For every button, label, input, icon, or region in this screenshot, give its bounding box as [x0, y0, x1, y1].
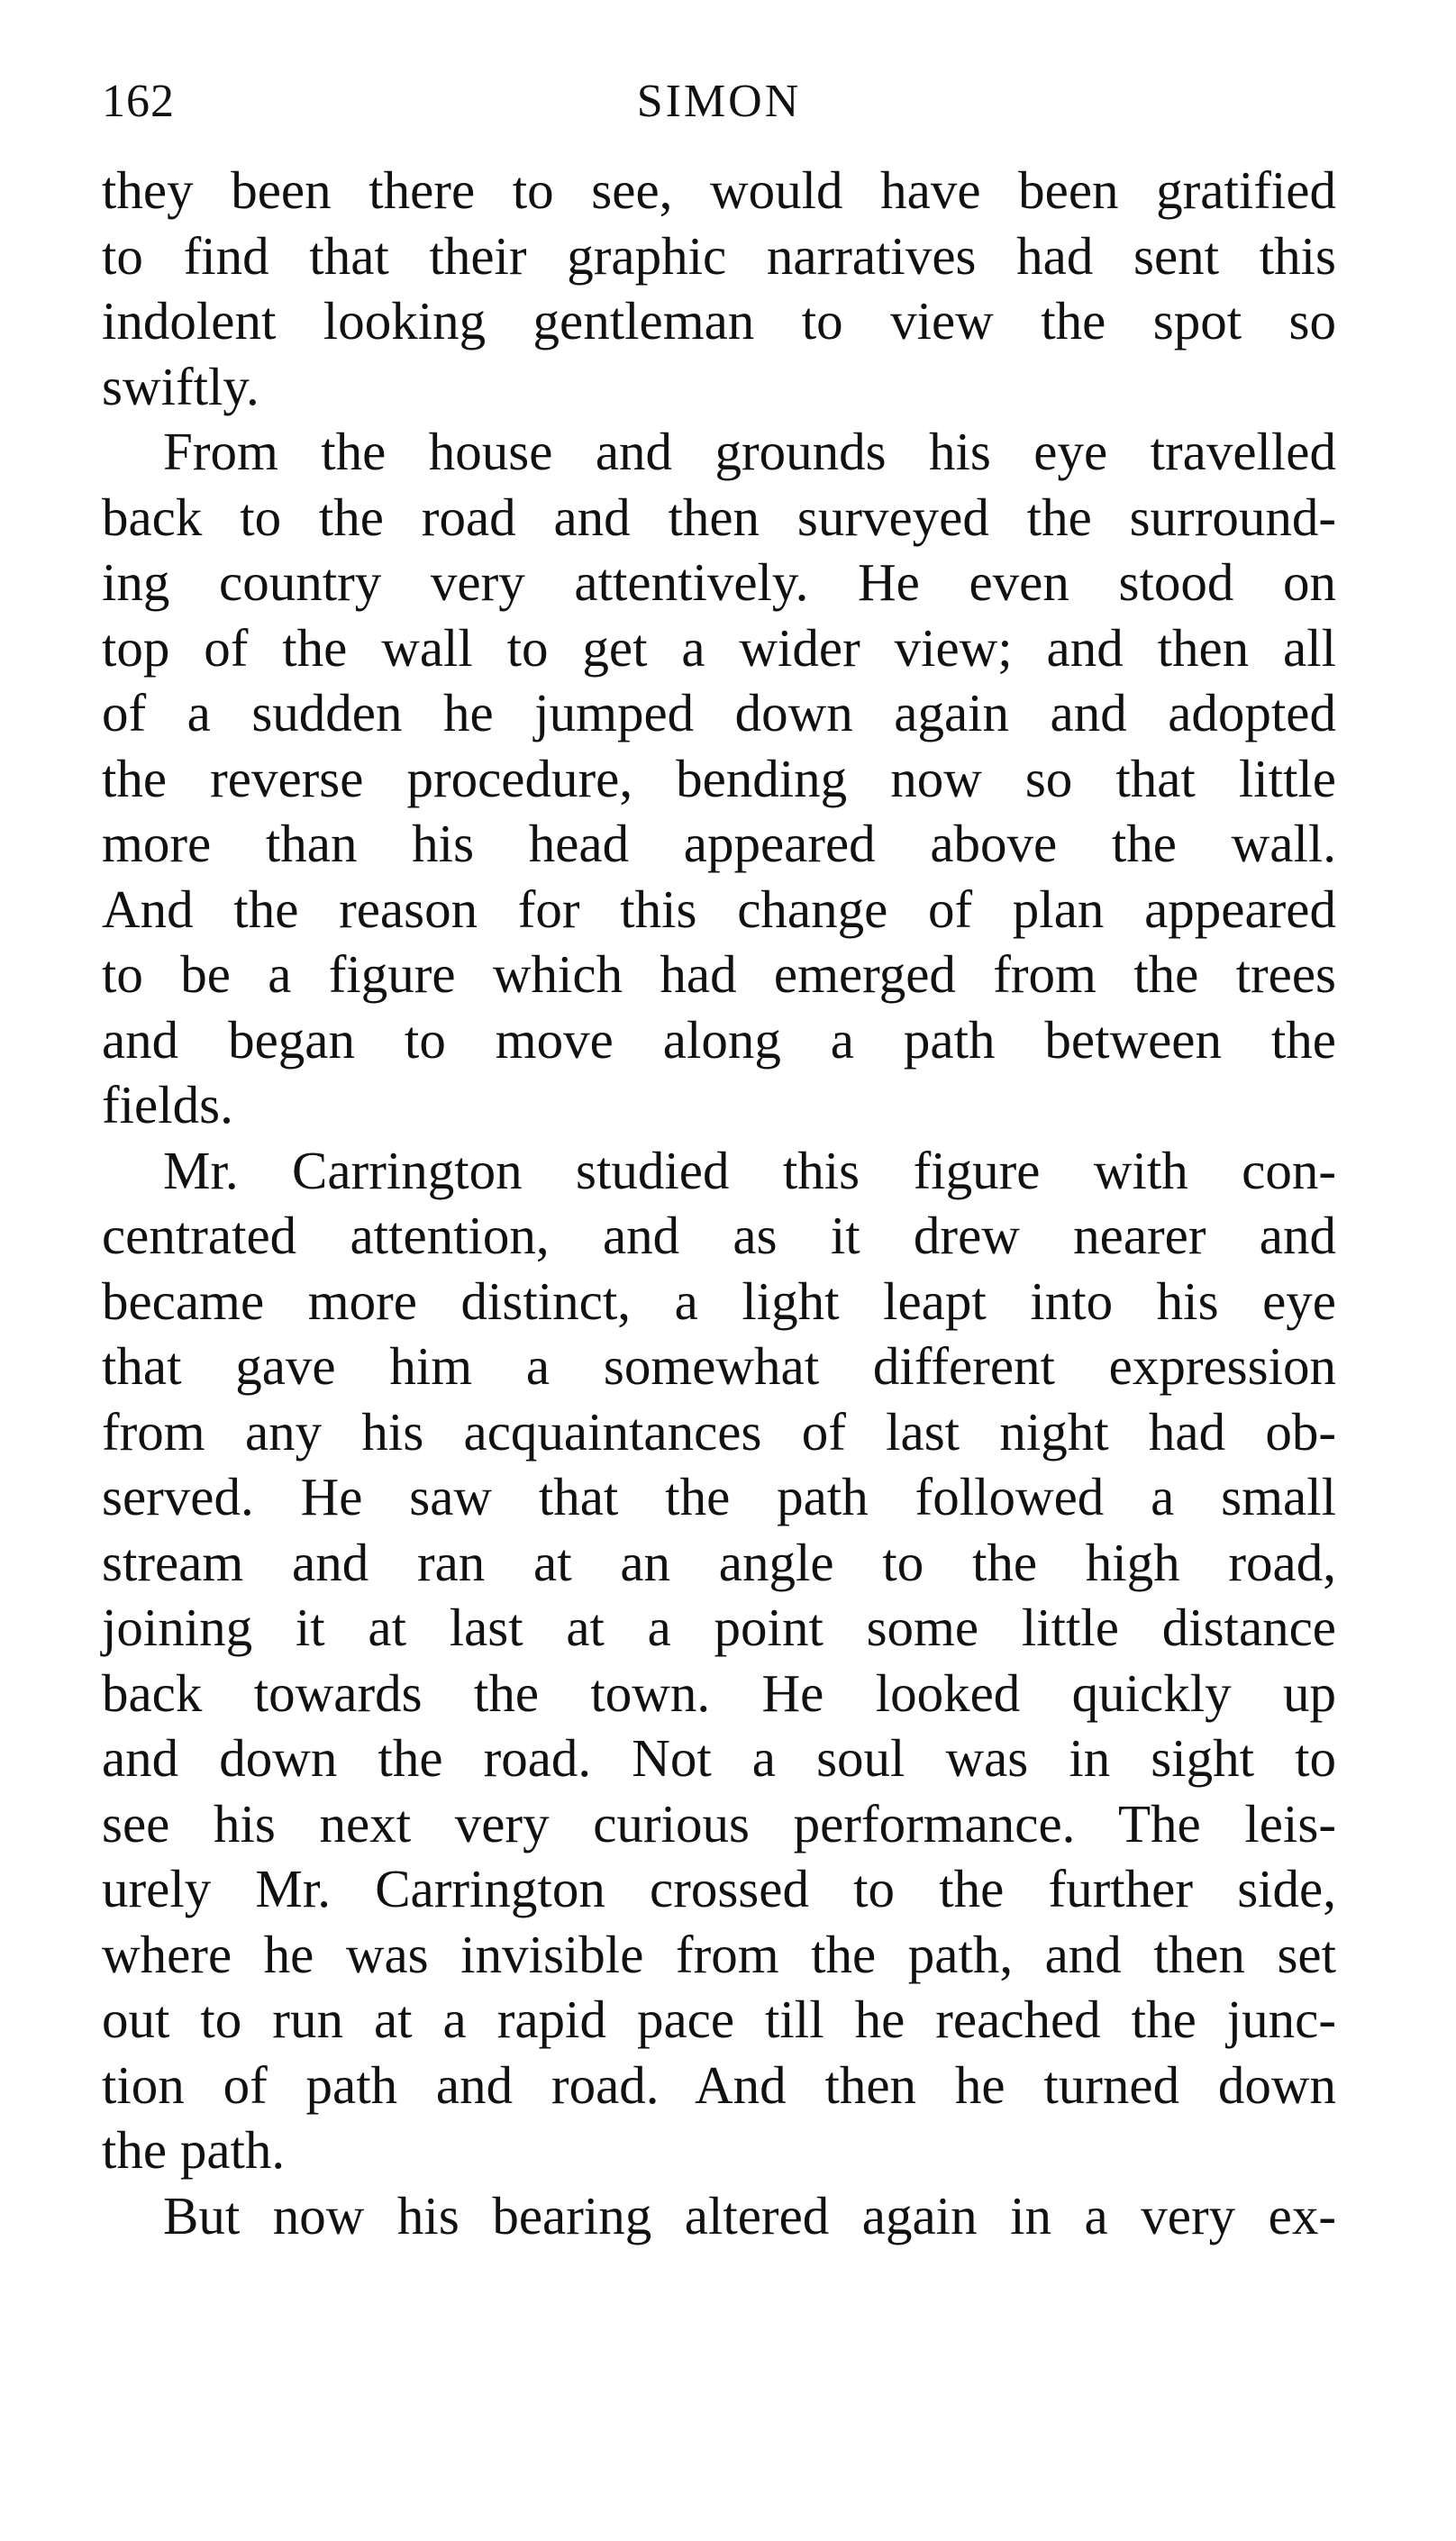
- text-line: became more distinct, a light leapt into his eye: [102, 1270, 1336, 1331]
- paragraph-first-line: But now his bearing altered again in a very ex-: [163, 2185, 1336, 2245]
- text-line: they been there to see, would have been gratified: [102, 160, 1336, 220]
- text-line: back towards the town. He looked quickly up: [102, 1662, 1336, 1723]
- text-line: from any his acquaintances of last night had ob-: [102, 1401, 1336, 1462]
- text-line: joining it at last at a point some little distance: [102, 1598, 1336, 1657]
- text-line: out to run at a rapid pace till he reached the junc-: [102, 1990, 1336, 2049]
- text-line: the path.: [102, 2120, 286, 2180]
- text-line: that gave him a somewhat different expression: [102, 1336, 1336, 1396]
- paragraph-first-line: From the house and grounds his eye travelled: [163, 422, 1336, 481]
- text-line: more than his head appeared above the wall.: [102, 814, 1336, 873]
- text-line: the reverse procedure, bending now so that little: [102, 748, 1336, 808]
- text-line: tion of path and road. And then he turned down: [102, 2054, 1336, 2115]
- text-line: indolent looking gentleman to view the spot so: [102, 291, 1336, 351]
- text-line: where he was invisible from the path, and then set: [102, 1924, 1336, 1984]
- text-line: of a sudden he jumped down again and adopted: [102, 683, 1336, 742]
- text-line: to be a figure which had emerged from the trees: [102, 944, 1336, 1004]
- text-line: swiftly.: [102, 356, 259, 416]
- running-head: [102, 70, 1336, 133]
- paragraph-first-line: Mr. Carrington studied this figure with con-: [163, 1140, 1336, 1200]
- text-line: ing country very attentively. He even stood on: [102, 552, 1336, 612]
- body-text: [102, 158, 1336, 2248]
- text-line: back to the road and then surveyed the surround-: [102, 487, 1336, 547]
- page-number: 162: [102, 76, 175, 127]
- text-line: to find that their graphic narratives had sent this: [102, 225, 1336, 286]
- text-line: and began to move along a path between the: [102, 1009, 1336, 1070]
- text-line: see his next very curious performance. The leis-: [102, 1793, 1336, 1853]
- text-line: centrated attention, and as it drew nearer and: [102, 1206, 1336, 1265]
- text-line: urely Mr. Carrington crossed to the further side,: [102, 1859, 1336, 1918]
- text-line: served. He saw that the path followed a small: [102, 1467, 1336, 1526]
- text-line: stream and ran at an angle to the high road,: [102, 1532, 1336, 1592]
- text-line: fields.: [102, 1075, 233, 1134]
- text-line: top of the wall to get a wider view; and then all: [102, 617, 1336, 678]
- text-line: And the reason for this change of plan appeared: [102, 879, 1336, 939]
- text-line: and down the road. Not a soul was in sight to: [102, 1728, 1336, 1788]
- running-title: SIMON: [636, 76, 802, 127]
